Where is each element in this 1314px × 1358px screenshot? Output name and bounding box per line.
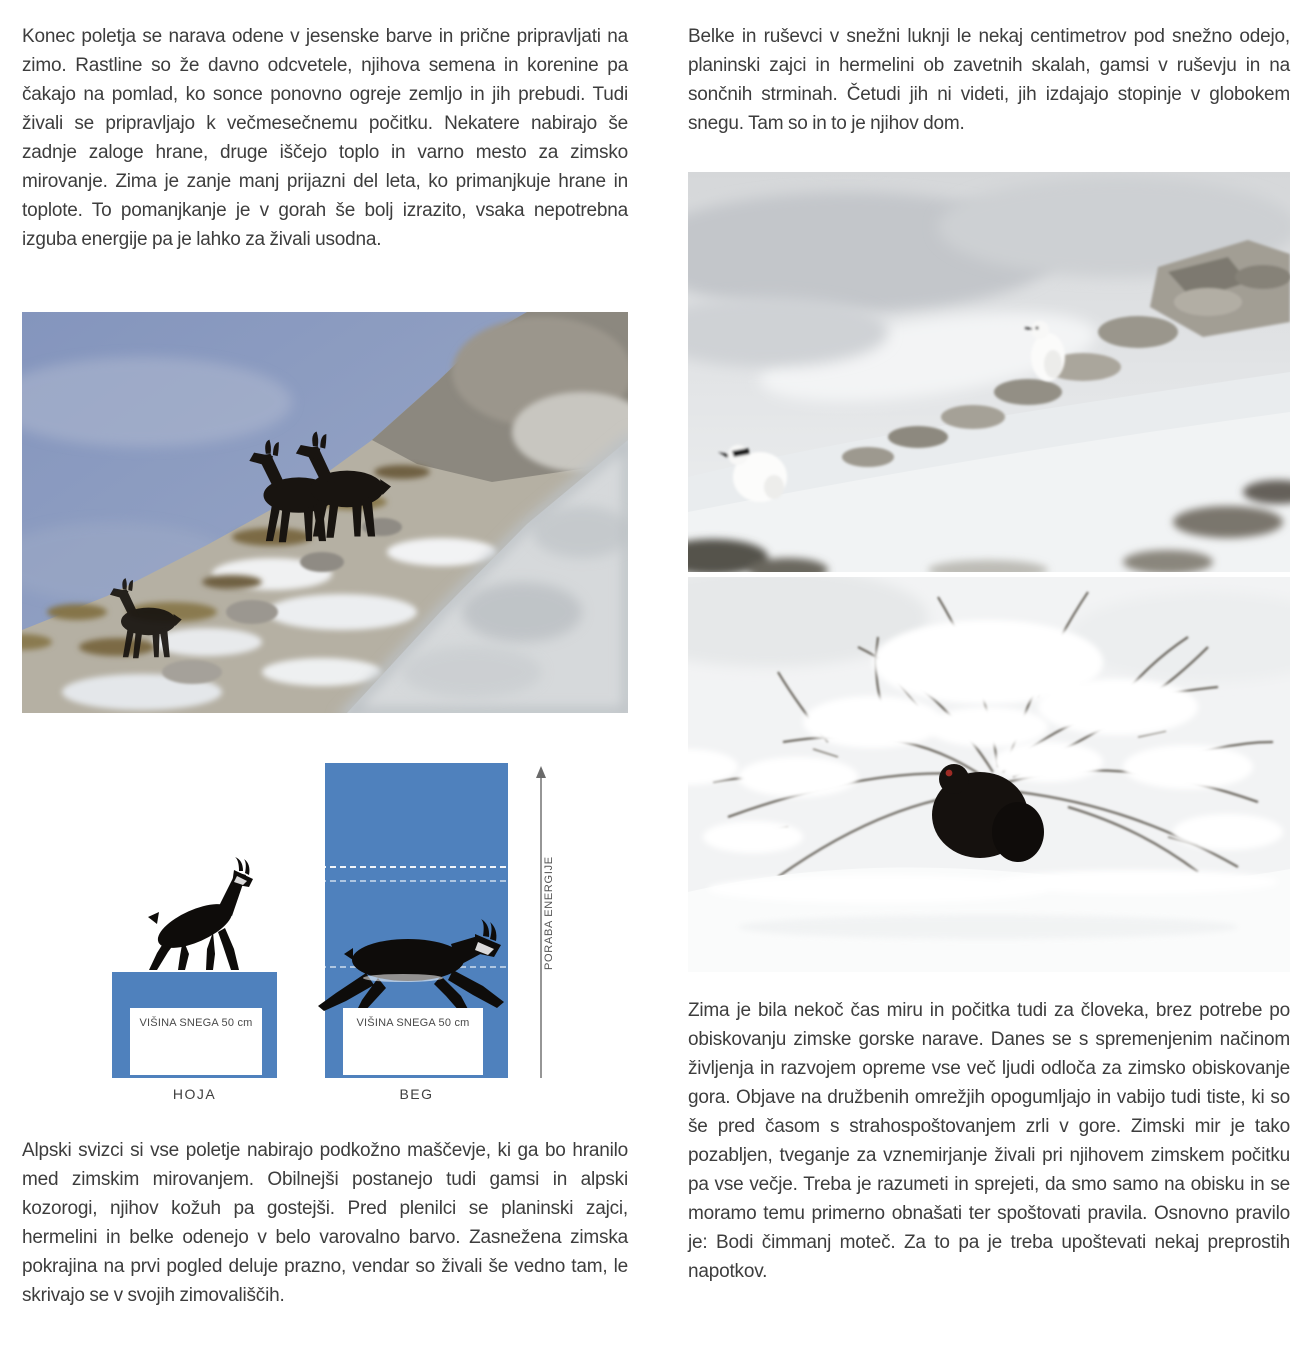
chamois-running-icon <box>308 918 518 1013</box>
snow-height-box-beg <box>343 1008 483 1075</box>
paragraph-autumn-intro: Konec poletja se narava odene v jesenske barve in prične pripravljati na zimo. Rastline so že davno odcvetele, njihova semena in korenine pa čakajo na pomlad, ko sonce ponovno ogreje zemljo in jih prebudi. Tudi živali se pripravljajo k večmesečnemu počitku. Nekatere nabirajo še zadnje zaloge hrane, druge iščejo toplo in varno mesto za zimsko mirovanje. Zima je zanje manj prijazni del leta, ko primanjkuje hrane in toplote. To pomanjkanje je v gorah še bolj izrazito, vsaka nepotrebna izguba energije pa je lahko za živali usodna. <box>22 26 628 250</box>
energy-level-dash-high <box>320 866 516 868</box>
paragraph-winter-shelters: Belke in ruševci v snežni luknji le nekaj centimetrov pod snežno odejo, planinski zajci in hermelini ob zavetnih skalah, gamsi v ruševju in na sončnih strminah. Četudi jih ni videti, jih izdajajo stopinje v globokem snegu. Tam so in to je njihov dom. <box>688 26 1290 134</box>
energy-diagram <box>95 758 595 1108</box>
ptarmigan-photo <box>688 172 1290 572</box>
energy-level-dash-mid <box>320 880 516 882</box>
beg-label: BEG <box>399 1086 434 1102</box>
paragraph-marmots: Alpski svizci si vse poletje nabirajo podkožno maščevje, ki ga bo hranilo med zimskim mirovanjem. Obilnejši postanejo tudi gamsi in alpski kozorogi, njihov kožuh pa gostejši. Pred plenilci se planinski zajci, hermelini in belke odenejo v belo varovalno barvo. Zasnežena zimska pokrajina na prvi pogled deluje prazno, vendar so živali še vedno tam, le skrivajo se v svojih zimovališčih. <box>22 1140 628 1306</box>
grouse-photo-art <box>688 577 1290 972</box>
energy-axis-label: PORABA ENERGIJE <box>543 856 555 970</box>
chamois-walking-icon <box>133 854 273 974</box>
snow-height-label: VIŠINA SNEGA 50 cm <box>139 1017 253 1029</box>
paragraph-winter-visits: Zima je bila nekoč čas miru in počitka tudi za človeka, brez potrebe po obiskovanju zimske gorske narave. Danes se s spremenjenim načinom življenja in razvojem opreme vse več ljudi odloča za zimsko obiskovanje gora. Objave na družbenih omrežjih opogumljajo in vabijo tudi tiste, ki so še pred časom s strahospoštovanjem zrli v gore. Zimski mir je tako pozabljen, tveganje za vznemirjanje živali pri njihovem zimskem počitku pa vse večje. Treba je razumeti in sprejeti, da smo samo na obisku in se moramo temu primerno obnašati ter spoštovati pravila. Osnovno pravilo je: Bodi čimmanj moteč. Za to pa je treba upoštevati nekaj preprostih napotkov. <box>688 1000 1290 1282</box>
grouse-photo <box>688 577 1290 972</box>
ptarmigan-photo-art <box>688 172 1290 572</box>
chamois-photo-art <box>22 312 628 713</box>
hoja-label: HOJA <box>172 1086 217 1102</box>
snow-height-label: VIŠINA SNEGA 50 cm <box>356 1017 470 1029</box>
snow-height-box-hoja <box>130 1008 262 1075</box>
chamois-photo <box>22 312 628 713</box>
